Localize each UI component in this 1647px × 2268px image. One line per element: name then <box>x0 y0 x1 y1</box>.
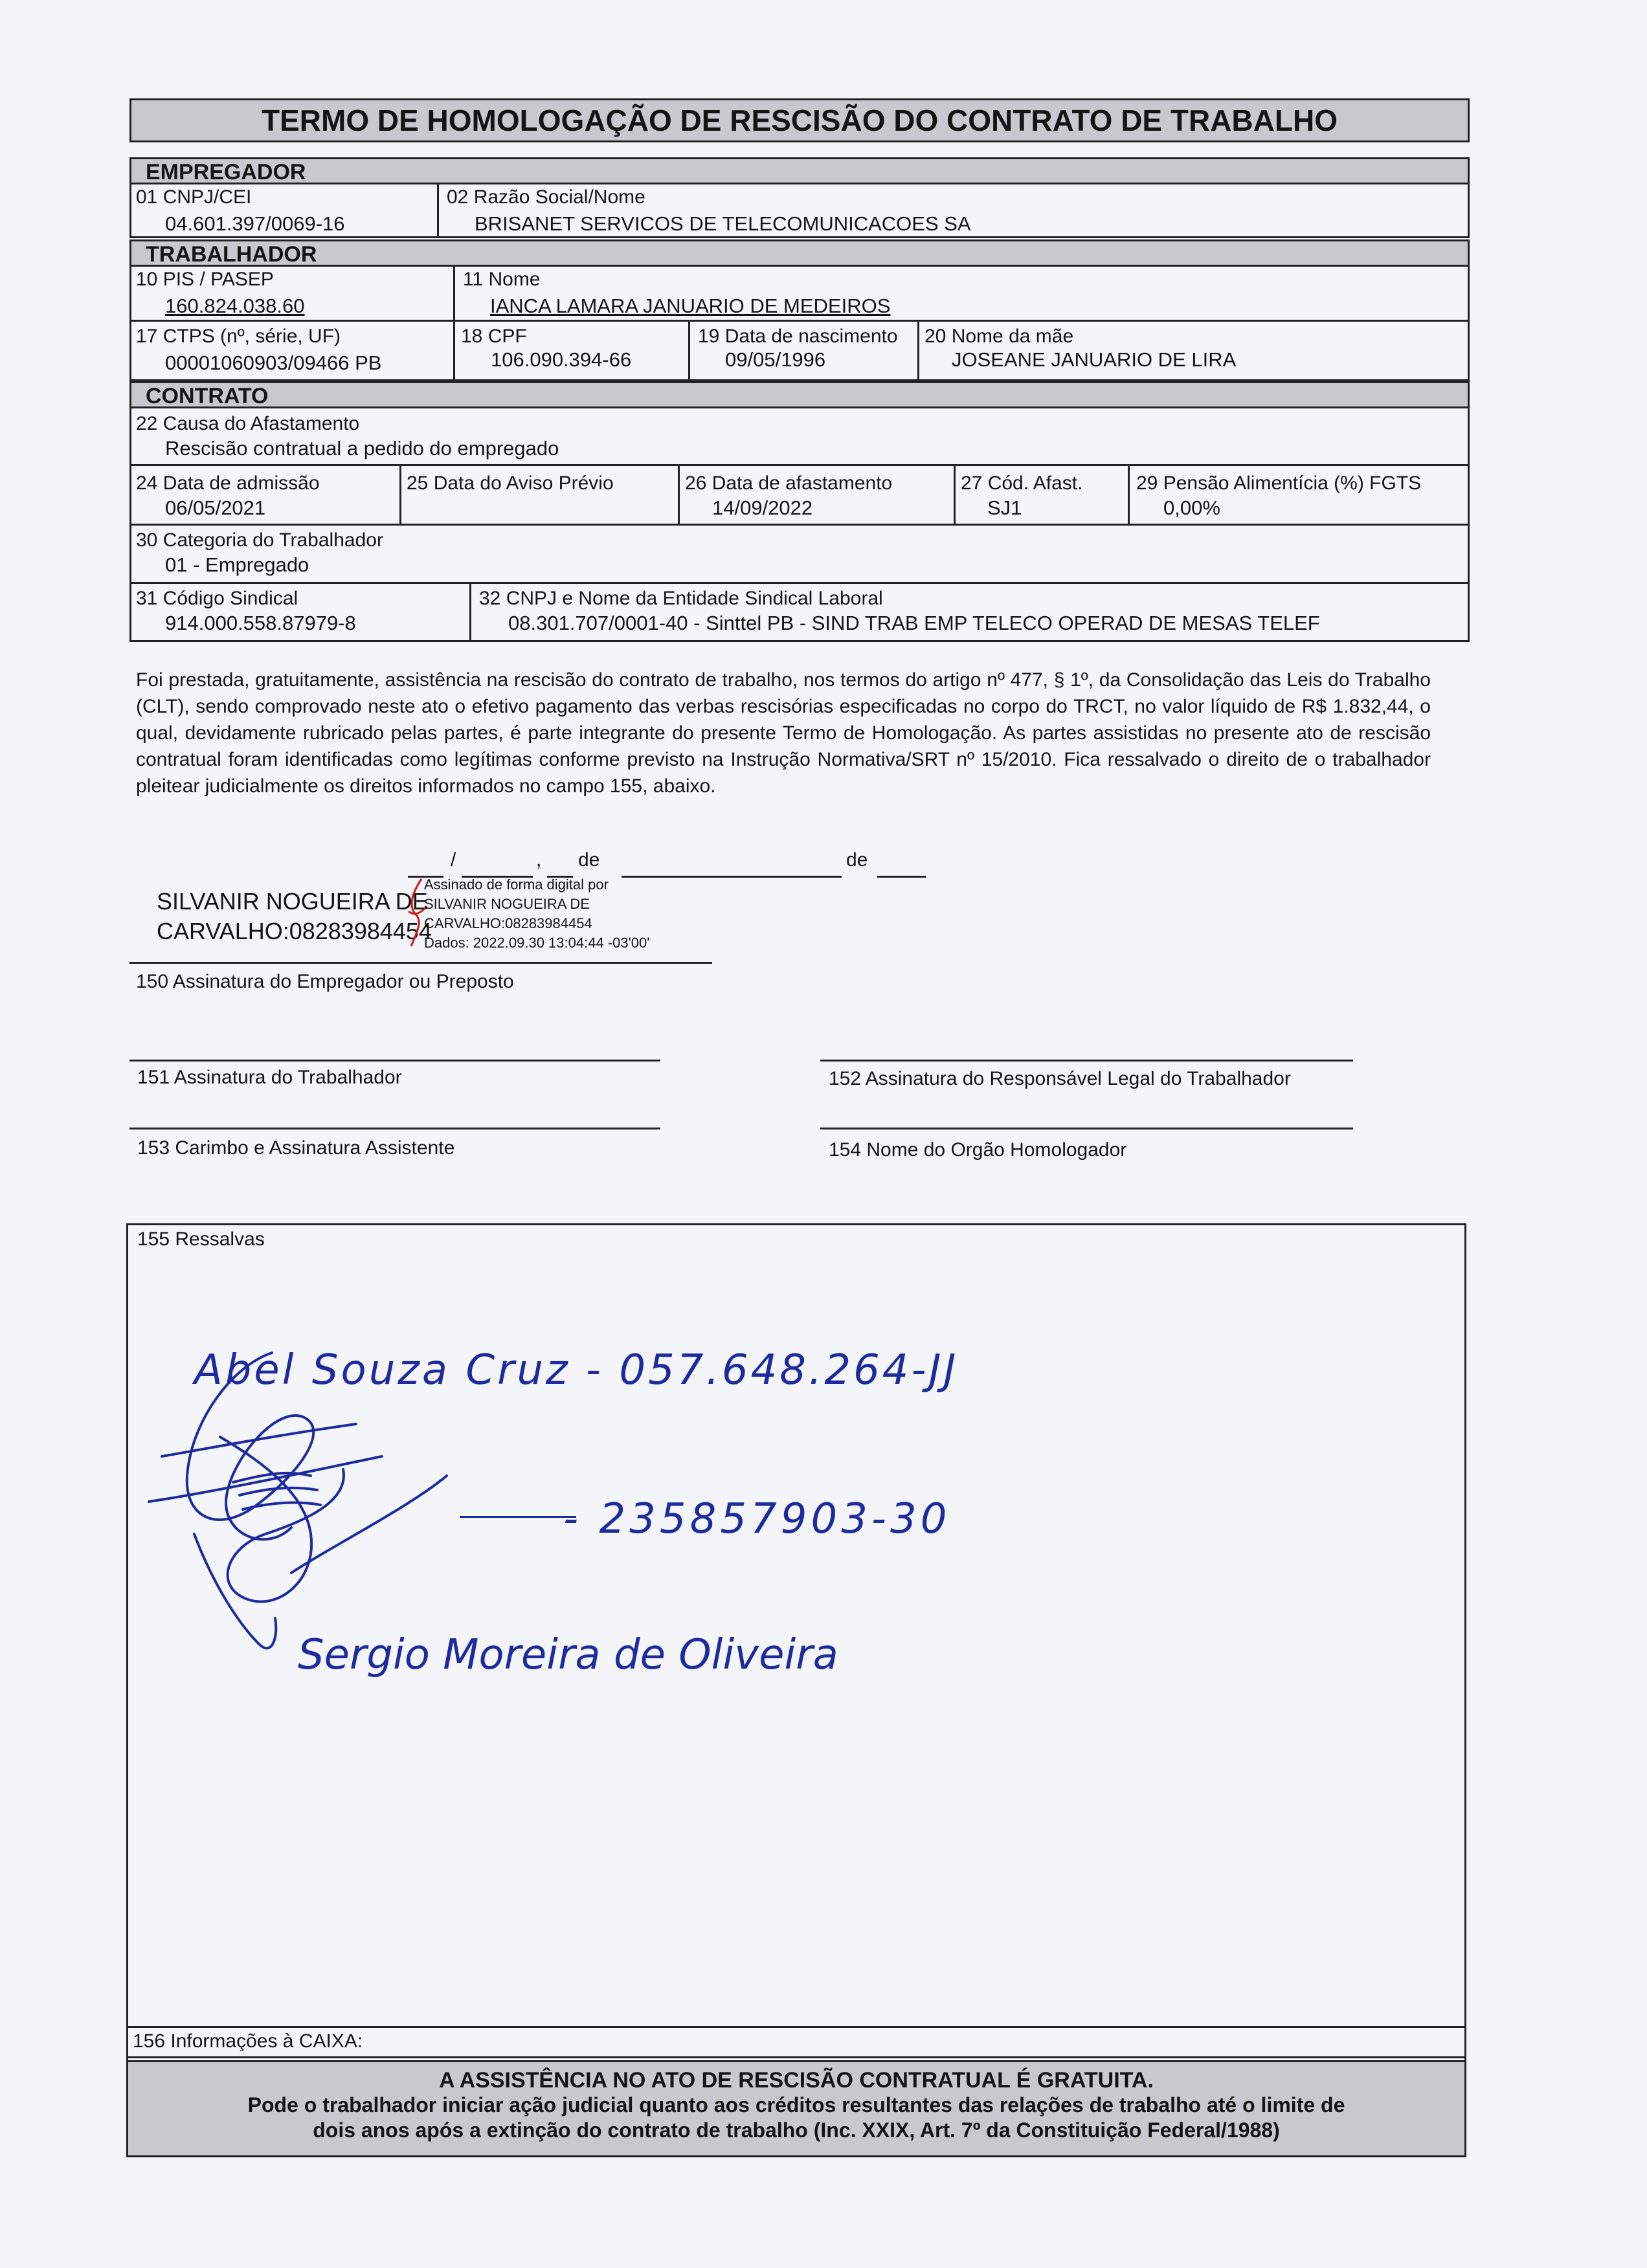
nascimento-label: 19 Data de nascimento <box>698 326 898 347</box>
caixa-label: 156 Informações à CAIXA: <box>133 2030 363 2052</box>
divider <box>917 322 919 381</box>
date-year2-line <box>877 876 926 878</box>
categoria-label: 30 Categoria do Trabalhador <box>136 529 383 551</box>
pensao-value: 0,00% <box>1163 496 1220 519</box>
razao-value: BRISANET SERVICOS DE TELECOMUNICACOES SA <box>475 212 971 235</box>
razao-label: 02 Razão Social/Nome <box>447 186 645 208</box>
field-152-label: 152 Assinatura do Responsável Legal do Trabalhador <box>829 1068 1291 1089</box>
document-title: TERMO DE HOMOLOGAÇÃO DE RESCISÃO DO CONTRATO DE TRABALHO <box>262 104 1338 137</box>
footer-line-2: Pode o trabalhador iniciar ação judicial quanto aos créditos resultantes das relações de trabalho até o limite de <box>247 2093 1345 2117</box>
pensao-label: 29 Pensão Alimentícia (%) FGTS <box>1136 472 1422 494</box>
date-comma: , <box>536 849 542 871</box>
pis-value: 160.824.038.60 <box>165 295 305 317</box>
date-slash: / <box>451 849 456 871</box>
date-de-2: de <box>846 849 868 871</box>
nome-label: 11 Nome <box>463 269 541 290</box>
divider <box>688 322 690 381</box>
nome-value: IANCA LAMARA JANUARIO DE MEDEIROS <box>490 295 891 317</box>
cnpj-label: 01 CNPJ/CEI <box>136 186 252 208</box>
cod-afast-label: 27 Cód. Afast. <box>961 472 1083 494</box>
homologation-statement: Foi prestada, gratuitamente, assistência na rescisão do contrato de trabalho, nos termos do artigo nº 477, § 1º, da Consolidação das Leis do Trabalho (CLT), sendo comprovado neste ato o efetivo pagamento das verbas rescisórias especificadas no corpo do TRCT, no valor líquido de R$ 1.832,44, o qual, devidamente rubricado pelas partes, é parte integrante do presente Termo de Homologação. As partes assistidas no presente ato de rescisão contratual foram identificadas como legítimas conforme previsto na Instrução Normativa/SRT nº 15/2010. Fica ressalvado o direito de o trabalhador pleitear judicialmente os direitos informados no campo 155, abaixo. <box>136 669 1431 797</box>
signature-line-151 <box>129 1060 660 1062</box>
nascimento-value: 09/05/1996 <box>725 348 826 371</box>
section-empregador: EMPREGADOR <box>129 157 1470 184</box>
entidade-label: 32 CNPJ e Nome da Entidade Sindical Laboral <box>479 588 883 609</box>
cod-afast-value: SJ1 <box>987 496 1022 519</box>
afastamento-value: 14/09/2022 <box>712 496 813 519</box>
admissao-value: 06/05/2021 <box>165 496 266 519</box>
mae-value: JOSEANE JANUARIO DE LIRA <box>952 348 1237 371</box>
divider <box>1128 466 1130 526</box>
admissao-label: 24 Data de admissão <box>136 472 320 494</box>
causa-label: 22 Causa do Afastamento <box>136 413 360 434</box>
field-151-label: 151 Assinatura do Trabalhador <box>137 1067 402 1088</box>
sindical-value: 914.000.558.87979-8 <box>165 612 356 634</box>
signature-meta-3: CARVALHO:08283984454 <box>424 915 592 931</box>
divider <box>399 466 401 526</box>
categoria-value: 01 - Empregado <box>165 553 309 576</box>
aviso-label: 25 Data do Aviso Prévio <box>407 472 614 494</box>
signature-line-154 <box>820 1128 1353 1129</box>
cpf-label: 18 CPF <box>461 326 527 347</box>
afastamento-label: 26 Data de afastamento <box>685 472 893 494</box>
handwritten-dash-line <box>460 1516 576 1518</box>
ressalvas-label: 155 Ressalvas <box>137 1228 265 1250</box>
field-154-label: 154 Nome do Orgão Homologador <box>829 1139 1127 1161</box>
footer-line-1: A ASSISTÊNCIA NO ATO DE RESCISÃO CONTRATUAL É GRATUITA. <box>439 2068 1154 2093</box>
causa-value: Rescisão contratual a pedido do empregado <box>165 437 559 460</box>
signature-line-153 <box>129 1128 660 1129</box>
signature-meta-4: Dados: 2022.09.30 13:04:44 -03'00' <box>424 935 650 951</box>
divider <box>678 466 680 526</box>
handwritten-name-1: Abel Souza Cruz - 057.648.264-JJ <box>194 1346 959 1394</box>
title-box <box>129 98 1470 142</box>
date-city-line <box>622 876 842 878</box>
ctps-label: 17 CTPS (nº, série, UF) <box>136 326 341 347</box>
divider <box>453 322 455 381</box>
date-de-1: de <box>578 849 600 871</box>
sindical-label: 31 Código Sindical <box>136 588 298 609</box>
field-150-label: 150 Assinatura do Empregador ou Preposto <box>136 971 514 992</box>
divider <box>437 183 439 238</box>
pis-label: 10 PIS / PASEP <box>136 269 274 290</box>
handwritten-id-2: - 235857903-30 <box>563 1495 951 1543</box>
signature-meta-2: SILVANIR NOGUEIRA DE <box>424 896 590 912</box>
signer-name-line2: CARVALHO:08283984454 <box>157 918 432 944</box>
divider <box>954 466 956 526</box>
entidade-value: 08.301.707/0001-40 - Sinttel PB - SIND TRAB EMP TELECO OPERAD DE MESAS TELEF <box>508 612 1320 634</box>
ctps-value: 00001060903/09466 PB <box>165 351 382 374</box>
handwritten-name-3: Sergio Moreira de Oliveira <box>298 1631 838 1679</box>
mae-label: 20 Nome da mãe <box>924 326 1074 347</box>
signature-line-152 <box>820 1060 1353 1062</box>
signature-meta-1: Assinado de forma digital por <box>424 876 609 893</box>
digital-signature <box>155 876 706 957</box>
cpf-value: 106.090.394-66 <box>491 348 632 371</box>
field-153-label: 153 Carimbo e Assinatura Assistente <box>137 1137 455 1159</box>
divider <box>453 265 455 322</box>
section-trabalhador: TRABALHADOR <box>129 239 1470 267</box>
signature-line-150 <box>129 962 712 964</box>
footer-line-3: dois anos após a extinção do contrato de trabalho (Inc. XXIX, Art. 7º da Constituição Federal/1988) <box>313 2118 1280 2142</box>
signer-name-line1: SILVANIR NOGUEIRA DE <box>157 888 428 915</box>
divider <box>469 584 471 642</box>
cnpj-value: 04.601.397/0069-16 <box>165 212 345 235</box>
section-contrato: CONTRATO <box>129 381 1470 408</box>
